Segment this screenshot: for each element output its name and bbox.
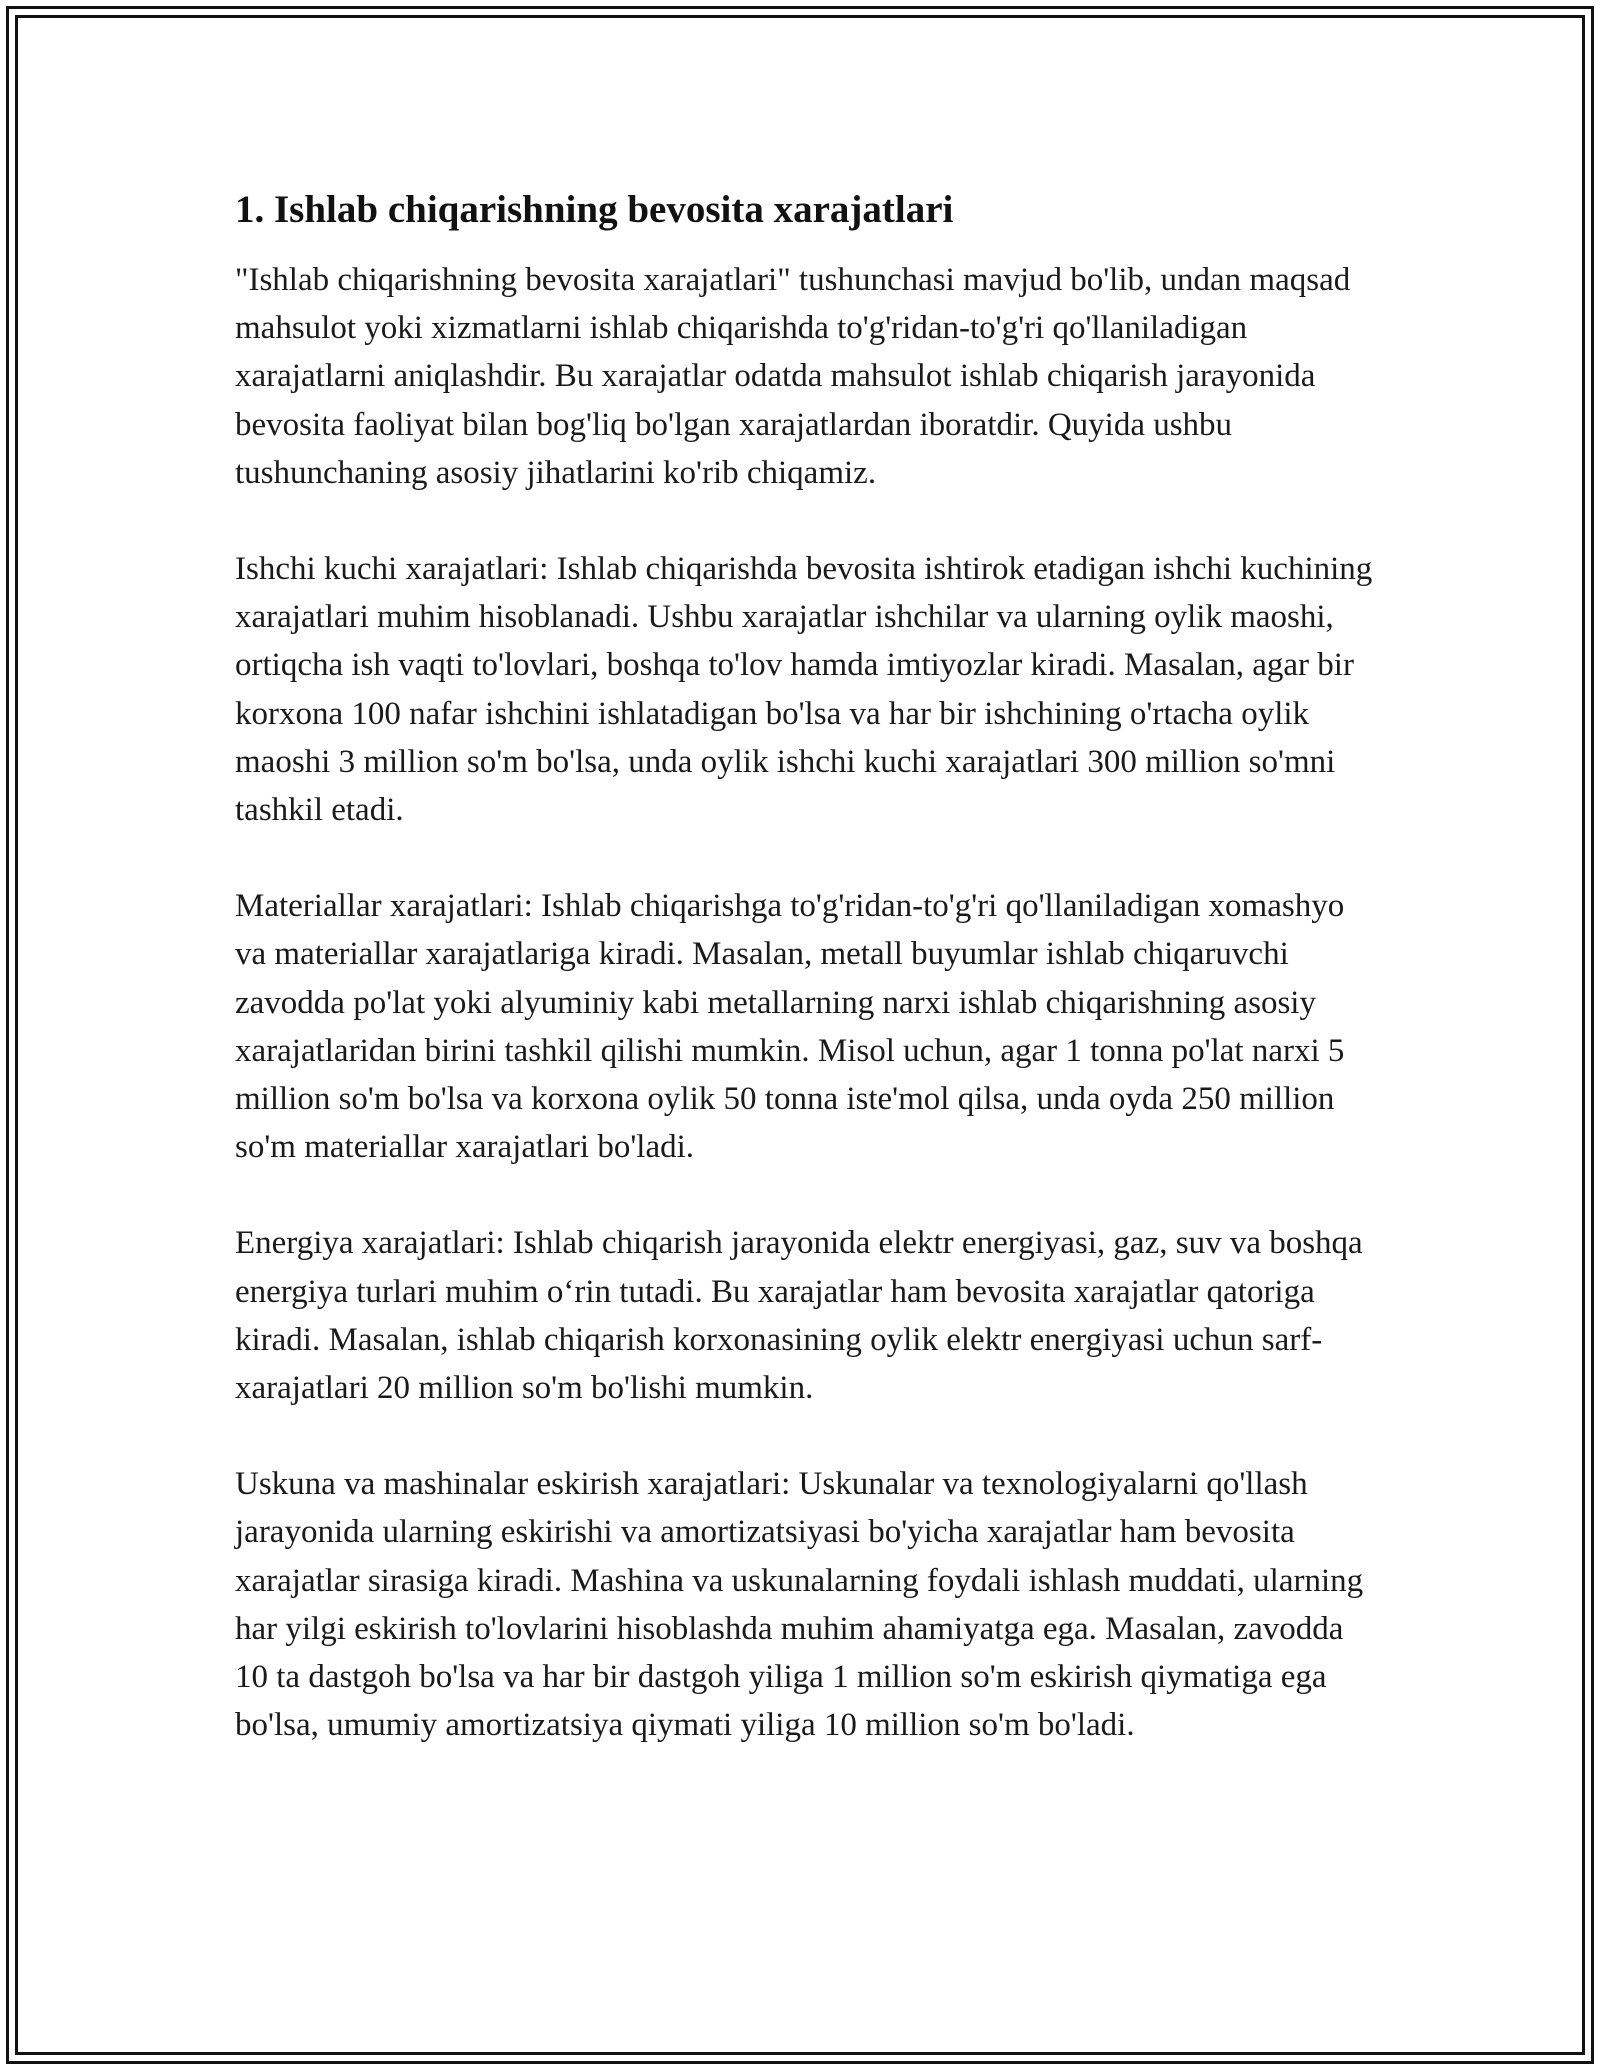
- document-body: [235, 186, 1375, 1797]
- paragraph-material-costs: Materiallar xarajatlari: Ishlab chiqarishga to'g'ridan-to'g'ri qo'llaniladigan xomashyo va materiallar xarajatlariga kiradi. Masalan, metall buyumlar ishlab chiqaruvchi zavodda po'lat yoki alyuminiy kabi metallarning narxi ishlab chiqarishning asosiy xarajatlaridan birini tashkil qilishi mumkin. Misol uchun, agar 1 tonna po'lat narxi 5 million so'm bo'lsa va korxona oylik 50 tonna iste'mol qilsa, unda oyda 250 million so'm materiallar xarajatlari bo'ladi.: [235, 888, 1345, 1166]
- paragraph-energy-costs: Energiya xarajatlari: Ishlab chiqarish jarayonida elektr energiyasi, gaz, suv va boshqa energiya turlari muhim o‘rin tutadi. Bu xarajatlar ham bevosita xarajatlar qatoriga kiradi. Masalan, ishlab chiqarish korxonasining oylik elektr energiyasi uchun sarf-xarajatlari 20 million so'm bo'lishi mumkin.: [235, 1225, 1363, 1407]
- paragraph-labor-costs: Ishchi kuchi xarajatlari: Ishlab chiqarishda bevosita ishtirok etadigan ishchi kuchining xarajatlari muhim hisoblanadi. Ushbu xarajatlar ishchilar va ularning oylik maoshi, ortiqcha ish vaqti to'lovlari, boshqa to'lov hamda imtiyozlar kiradi. Masalan, agar bir korxona 100 nafar ishchini ishlatadigan bo'lsa va har bir ishchining o'rtacha oylik maoshi 3 million so'm bo'lsa, unda oylik ishchi kuchi xarajatlari 300 million so'mni tashkil etadi.: [235, 551, 1373, 829]
- paragraph-depreciation-costs: Uskuna va mashinalar eskirish xarajatlari: Uskunalar va texnologiyalarni qo'llash jarayonida ularning eskirishi va amortizatsiyasi bo'yicha xarajatlar ham bevosita xarajatlar sirasiga kiradi. Mashina va uskunalarning foydali ishlash muddati, ularning har yilgi eskirish to'lovlarini hisoblashda muhim ahamiyatga ega. Masalan, zavodda 10 ta dastgoh bo'lsa va har bir dastgoh yiliga 1 million so'm eskirish qiymatiga ega bo'lsa, umumiy amortizatsiya qiymati yiliga 10 million so'm bo'ladi.: [235, 1466, 1364, 1744]
- paragraph-intro: "Ishlab chiqarishning bevosita xarajatlari" tushunchasi mavjud bo'lib, undan maqsad mahsulot yoki xizmatlarni ishlab chiqarishda to'g'ridan-to'g'ri qo'llaniladigan xarajatlarni aniqlashdir. Bu xarajatlar odatda mahsulot ishlab chiqarish jarayonida bevosita faoliyat bilan bog'liq bo'lgan xarajatlardan iboratdir. Quyida ushbu tushunchaning asosiy jihatlarini ko'rib chiqamiz.: [235, 262, 1351, 491]
- section-heading: 1. Ishlab chiqarishning bevosita xarajatlari: [235, 188, 954, 231]
